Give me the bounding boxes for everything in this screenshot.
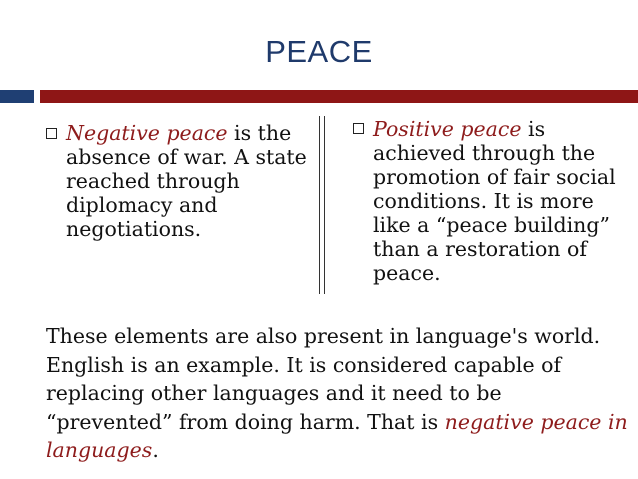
column-divider-line: [324, 116, 325, 294]
slide-title: PEACE: [265, 34, 373, 69]
positive-peace-term: Positive peace: [373, 117, 522, 141]
negative-peace-term: Negative peace: [66, 121, 228, 145]
square-bullet-icon: [46, 128, 57, 139]
positive-peace-text: is achieved through the promotion of fair social conditions. It is more like a “peace building” than a restoration of peace.: [373, 117, 616, 285]
negative-peace-text: is the absence of war. A state reached through diplomacy and negotiations.: [66, 121, 307, 241]
paragraph-text: These elements are also present in language's world. English is an example. It is considered capable of replacing other languages and it need to be “prevented” from doing harm. That is: [46, 324, 601, 434]
paragraph-end: .: [152, 438, 159, 462]
positive-peace-definition: [373, 117, 625, 285]
negative-peace-definition: [66, 121, 312, 241]
language-paragraph: [46, 322, 632, 465]
header-bar-red: [40, 90, 638, 103]
paragraph-emphasis: negative peace in languages: [46, 409, 628, 462]
square-bullet-icon: [353, 123, 364, 134]
header-bar-blue: [0, 90, 34, 103]
column-divider-line: [319, 116, 320, 294]
